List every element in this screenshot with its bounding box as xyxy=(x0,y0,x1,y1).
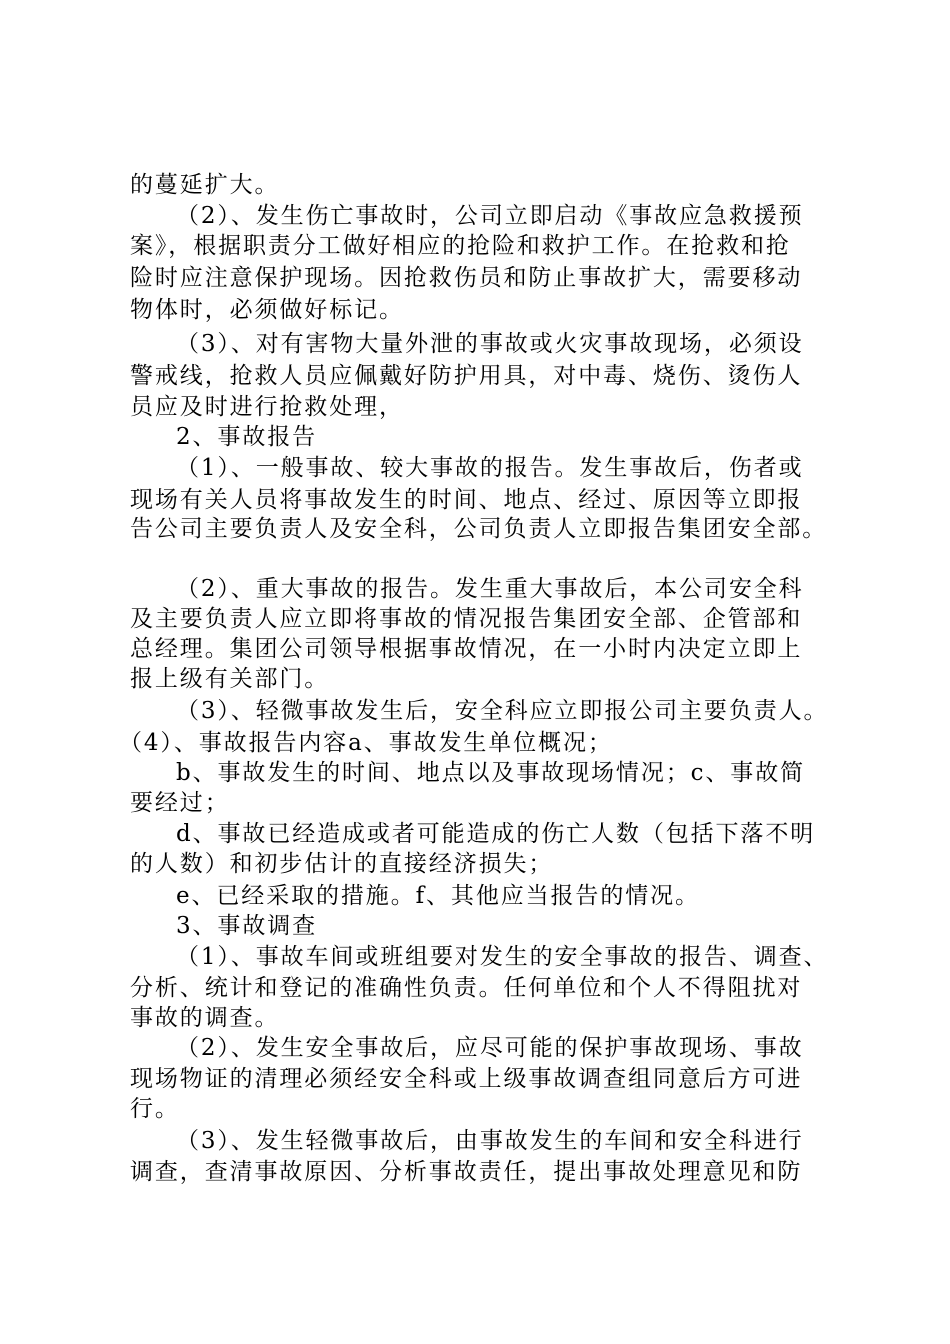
text-line: b、事故发生的时间、地点以及事故现场情况；c、事故简 xyxy=(176,760,806,786)
text-line: 要经过； xyxy=(130,790,230,816)
text-line: e、已经采取的措施。f、其他应当报告的情况。 xyxy=(176,883,700,909)
text-line: （4）、事故报告内容a、事故发生单位概况； xyxy=(119,730,613,756)
text-line: 总经理。集团公司领导根据事故情况，在一小时内决定立即上 xyxy=(130,636,803,662)
text-line: 现场有关人员将事故发生的时间、地点、经过、原因等立即报 xyxy=(130,487,803,513)
text-line: （1）、一般事故、较大事故的报告。发生事故后，伤者或 xyxy=(176,455,804,481)
text-line: 调查，查清事故原因、分析事故责任，提出事故处理意见和防 xyxy=(130,1159,803,1185)
text-line: 员应及时进行抢救处理， xyxy=(130,394,404,420)
text-line: 警戒线，抢救人员应佩戴好防护用具，对中毒、烧伤、烫伤人 xyxy=(130,363,803,389)
text-line: 的蔓延扩大。 xyxy=(130,172,280,198)
text-line: 的人数）和初步估计的直接经济损失； xyxy=(130,851,554,877)
text-line: （3）、对有害物大量外泄的事故或火灾事故现场，必须设 xyxy=(176,331,804,357)
text-line: 告公司主要负责人及安全科，公司负责人立即报告集团安全部。 xyxy=(130,516,828,542)
section-heading: 2、事故报告 xyxy=(176,424,318,450)
text-line: 分析、统计和登记的准确性负责。任何单位和个人不得阻扰对 xyxy=(130,975,803,1001)
text-line: 行。 xyxy=(130,1096,180,1122)
text-line: 险时应注意保护现场。因抢救伤员和防止事故扩大，需要移动 xyxy=(130,265,803,291)
text-line: （3）、轻微事故发生后，安全科应立即报公司主要负责人。 xyxy=(176,698,829,724)
text-line: （3）、发生轻微事故后，由事故发生的车间和安全科进行 xyxy=(176,1128,804,1154)
text-line: 现场物证的清理必须经安全科或上级事故调查组同意后方可进 xyxy=(130,1066,803,1092)
text-line: 及主要负责人应立即将事故的情况报告集团安全部、企管部和 xyxy=(130,606,803,632)
text-line: 物体时，必须做好标记。 xyxy=(130,297,404,323)
text-line: （1）、事故车间或班组要对发生的安全事故的报告、调查、 xyxy=(176,944,829,970)
text-line: 案》，根据职责分工做好相应的抢险和救护工作。在抢救和抢 xyxy=(130,233,791,259)
text-line: 报上级有关部门。 xyxy=(130,666,330,692)
section-heading: 3、事故调查 xyxy=(176,913,318,939)
text-line: （2）、发生伤亡事故时，公司立即启动《事故应急救援预 xyxy=(176,203,804,229)
text-line: d、事故已经造成或者可能造成的伤亡人数（包括下落不明 xyxy=(176,821,816,847)
text-line: 事故的调查。 xyxy=(130,1005,280,1031)
text-line: （2）、重大事故的报告。发生重大事故后，本公司安全科 xyxy=(176,576,804,602)
text-line: （2）、发生安全事故后，应尽可能的保护事故现场、事故 xyxy=(176,1035,804,1061)
